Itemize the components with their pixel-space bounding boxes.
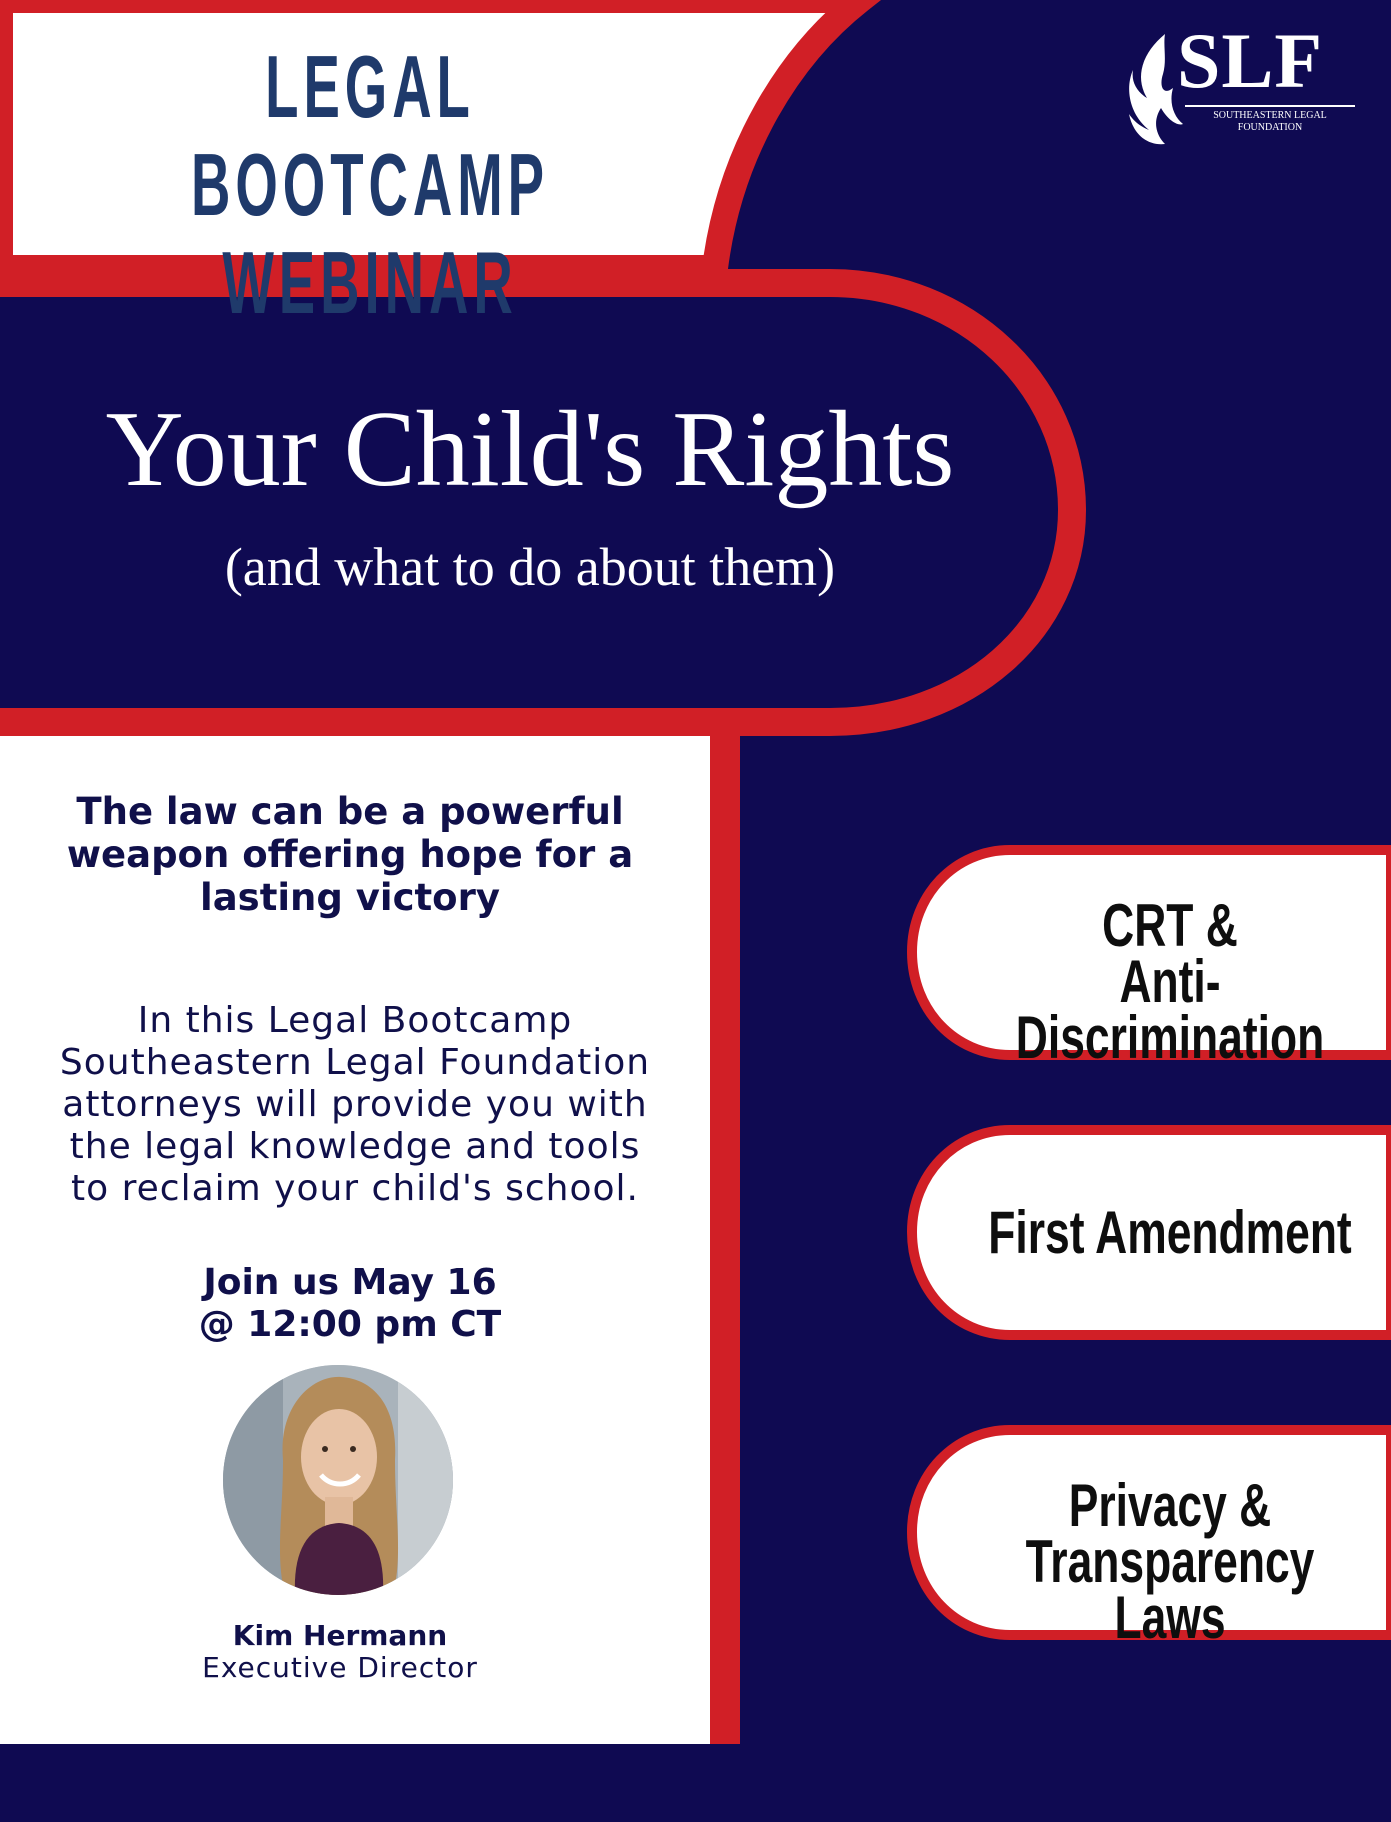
event-time: @ 12:00 pm CT xyxy=(198,1304,502,1345)
topic-pill-3 xyxy=(985,1472,1355,1651)
tagline-line3: lasting victory xyxy=(200,876,500,919)
event-date: Join us May 16 xyxy=(203,1262,497,1303)
speaker-name: Kim Hermann xyxy=(232,1619,448,1652)
topic-3-line1: Privacy & xyxy=(1068,1472,1272,1539)
speaker-avatar xyxy=(223,1365,453,1595)
body-line1: In this Legal Bootcamp xyxy=(137,1000,573,1041)
topic-2-line1: First Amendment xyxy=(988,1199,1352,1266)
slf-logo xyxy=(1125,17,1355,142)
tagline-line1: The law can be a powerful xyxy=(76,790,624,833)
intro-tagline xyxy=(20,790,680,919)
hero-title: Your Child's Rights xyxy=(105,390,955,509)
body-line3: attorneys will provide you with xyxy=(62,1084,648,1125)
content-red-divider xyxy=(710,722,740,1744)
intro-body xyxy=(10,1000,700,1210)
logo-org-line2: FOUNDATION xyxy=(1237,122,1303,133)
logo-letters: SLF xyxy=(1177,17,1324,104)
tagline-line2: weapon offering hope for a xyxy=(66,833,634,876)
body-line5: to reclaim your child's school. xyxy=(71,1168,639,1209)
eagle-flame-icon xyxy=(1125,30,1185,150)
body-line2: Southeastern Legal Foundation xyxy=(59,1042,651,1083)
webinar-title-line1: LEGAL BOOTCAMP xyxy=(191,37,549,234)
speaker-role: Executive Director xyxy=(202,1651,478,1684)
event-details xyxy=(60,1262,640,1346)
logo-org-line1: SOUTHEASTERN LEGAL xyxy=(1213,110,1327,121)
topic-3-line2: Transparency Laws xyxy=(1025,1528,1315,1651)
webinar-title-line2: WEBINAR xyxy=(222,233,518,332)
topic-1-line1: CRT & xyxy=(1102,892,1238,959)
body-line4: the legal knowledge and tools xyxy=(69,1126,641,1167)
topic-pill-1 xyxy=(985,892,1355,1071)
webinar-title xyxy=(153,38,587,332)
speaker-portrait-image xyxy=(223,1365,453,1595)
hero-subtitle: (and what to do about them) xyxy=(224,537,836,597)
topic-pill-2 xyxy=(985,1199,1355,1266)
logo-divider xyxy=(1185,105,1355,107)
topic-1-line2: Anti-Discrimination xyxy=(1015,948,1325,1071)
